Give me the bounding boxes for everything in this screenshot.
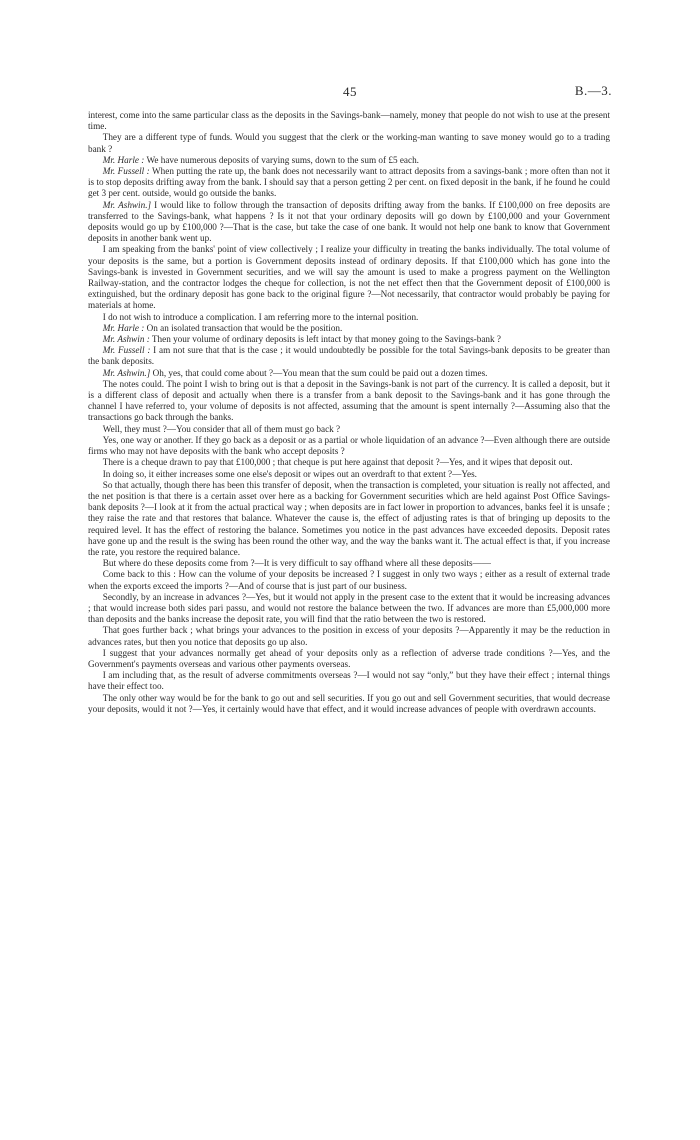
paragraph-text: I am including that, as the result of adverse commitments overseas ?—I would not say “only,” but they have their effect ; internal things have their effect too. bbox=[88, 670, 610, 692]
paragraph-text: They are a different type of funds. Would you suggest that the clerk or the working-man wanting to save money would go to a trading bank ? bbox=[88, 132, 610, 154]
paragraph bbox=[88, 166, 610, 200]
paragraph bbox=[88, 379, 610, 424]
paragraph-text: In doing so, it either increases some one else's deposit or wipes out an overdraft to that extent ?—Yes. bbox=[102, 468, 477, 479]
paragraph-text: Come back to this : How can the volume of your deposits be increased ? I suggest in only two ways ; either as a result of external trade when the exports exceed the imports ?—And of course that is just part of our business. bbox=[88, 569, 610, 591]
page-number: 45 bbox=[343, 84, 357, 99]
paragraph bbox=[88, 424, 610, 435]
paragraph bbox=[88, 323, 610, 334]
paragraph-text: We have numerous deposits of varying sums, down to the sum of £5 each. bbox=[144, 154, 419, 165]
paragraph bbox=[88, 312, 610, 323]
paragraph-text: But where do these deposits come from ?—It is very difficult to say offhand where all these deposits—— bbox=[102, 558, 491, 569]
paragraph bbox=[88, 670, 610, 692]
paragraph bbox=[88, 558, 610, 569]
paragraph bbox=[88, 110, 610, 132]
paragraph-text: Well, they must ?—You consider that all of them must go back ? bbox=[102, 423, 341, 434]
paragraph-text: So that actually, though there has been this transfer of deposit, when the transaction is completed, your situation is really not affected, and the net position is that there is a certain asset over here as a backing for Government securities which are held against Post Office Savings-bank deposits ?—I look at it from the actual practical way ; when deposits are in fact lower in proportion to advances, banks feel it is unsafe ; they raise the rate and that restores that balance. Whatever the cause is, the effect of adjusting rates is that of bringing up deposits to the required level. It has the effect of restoring the balance. Sometimes you notice in the past advances have exceeded deposits. Deposit rates have gone up and the result is the swing has been round the other way, and the way the banks want it. The actual effect is that, if you increase the rate, you restore the required balance. bbox=[88, 479, 610, 557]
paragraph bbox=[88, 693, 610, 715]
paragraph-text: Secondly, by an increase in advances ?—Yes, but it would not apply in the present case to the extent that it would be increasing advances ; that would increase both sides pari passu, and would not restore the balance between the two. If advances are more than £5,000,000 more than deposits and the banks increase the deposit rate, you will find that the ratio between the two is restored. bbox=[88, 591, 610, 625]
paragraph bbox=[88, 435, 610, 457]
paragraph bbox=[88, 457, 610, 468]
paragraph-text: The notes could. The point I wish to bring out is that a deposit in the Savings-bank is not part of the currency. It is called a deposit, but it is a different class of deposit and actually when there is a transfer from a bank deposit to the Savings-bank and it has gone through the channel I have referred to, your volume of deposits is not affected, assuming that the amount is spent internally ?—Assuming also that the transactions go back through the banks. bbox=[88, 378, 610, 423]
paragraph bbox=[88, 480, 610, 558]
paragraph bbox=[88, 368, 610, 379]
paragraph-text: I am speaking from the banks' point of view collectively ; I realize your difficulty in treating the banks individually. The total volume of your deposits is the same, but a portion is Government deposits instead of ordinary deposits. If that £100,000 which has gone into the Savings-bank is invested in Government securities, and we will say the amount is used to make a progress payment on the Wellington Railway-station, and the contractor lodges the cheque for collection, is not the net effect then that the Government deposit of £100,000 is extinguished, but the ordinary deposit has gone back to the original figure ?—Not necessarily, that contractor would probably be paying for materials at home. bbox=[88, 244, 610, 311]
paragraph bbox=[88, 345, 610, 367]
paragraph-text: On an isolated transaction that would be the position. bbox=[144, 322, 343, 333]
paragraph-text: I do not wish to introduce a complication. I am referring more to the internal position. bbox=[102, 311, 419, 322]
paragraph-text: That goes further back ; what brings your advances to the position in excess of your deposits ?—Apparently it may be the reduction in advances rates, but then you notice that deposits go up also. bbox=[88, 625, 610, 647]
paragraph-text: There is a cheque drawn to pay that £100,000 ; that cheque is put here against that deposit ?—Yes, and it wipes that deposit out. bbox=[102, 457, 573, 468]
speaker-name: Mr. Fussell : bbox=[102, 345, 151, 356]
paragraph-text: Then your volume of ordinary deposits is left intact by that money going to the Savings-bank ? bbox=[149, 334, 501, 345]
paragraph bbox=[88, 244, 610, 311]
paragraph-text: When putting the rate up, the bank does not necessarily want to attract deposits from a savings-bank ; more often than not it is to stop deposits drifting away from the bank. I should say that a person getting 2 per cent. on fixed deposit in the bank, if he found he could get 3 per cent. outside, would go outside the banks. bbox=[88, 166, 610, 199]
speaker-name: Mr. Harle : bbox=[102, 322, 145, 333]
paragraph bbox=[88, 648, 610, 670]
paragraph-text: I suggest that your advances normally get ahead of your deposits only as a reflection of adverse trade conditions ?—Yes, and the Government's payments overseas and various other payments overseas. bbox=[88, 647, 610, 669]
paragraph-text: The only other way would be for the bank to go out and sell securities. If you go out and sell Government securities, that would decrease your deposits, would it not ?—Yes, it certainly would have that effect, and it would increase advances of people with overdrawn accounts. bbox=[88, 692, 610, 714]
speaker-name: Mr. Ashwin.] bbox=[102, 199, 152, 210]
paragraph bbox=[88, 200, 610, 245]
paragraph bbox=[88, 155, 610, 166]
document-reference: B.—3. bbox=[574, 83, 612, 98]
speaker-name: Mr. Fussell : bbox=[102, 166, 150, 177]
paragraph bbox=[88, 592, 610, 626]
paragraph bbox=[88, 625, 610, 647]
paragraph-text: interest, come into the same particular class as the deposits in the Savings-bank—namely, money that people do not wish to use at the present time. bbox=[88, 110, 610, 132]
transcript-body bbox=[88, 110, 610, 715]
paragraph-text: Yes, one way or another. If they go back as a deposit or as a partial or whole liquidation of an advance ?—Even although there are outside firms who may not have deposits with the bank who accept deposits ? bbox=[88, 434, 610, 457]
paragraph-text: Oh, yes, that could come about ?—You mean that the sum could be paid out a dozen times. bbox=[150, 367, 488, 378]
paragraph bbox=[88, 469, 610, 480]
paragraph-text: I would like to follow through the transaction of deposits drifting away from the banks. If £100,000 on free deposits are transferred to the Savings-bank, what happens ? Is it not that your ordinary deposits will go down by £100,000 and your Government deposits would go up by £100,000 ?—That is the case, but take the case of one bank. It would not help one bank to know that Government deposits in another bank went up. bbox=[88, 199, 610, 244]
paragraph-text: I am not sure that that is the case ; it would undoubtedly be possible for the total Savings-bank deposits to be greater than the bank deposits. bbox=[88, 345, 610, 367]
speaker-name: Mr. Harle : bbox=[102, 154, 145, 165]
paragraph bbox=[88, 334, 610, 345]
paragraph bbox=[88, 132, 610, 154]
paragraph bbox=[88, 569, 610, 591]
speaker-name: Mr. Ashwin : bbox=[102, 334, 150, 345]
speaker-name: Mr. Ashwin.] bbox=[102, 367, 151, 378]
